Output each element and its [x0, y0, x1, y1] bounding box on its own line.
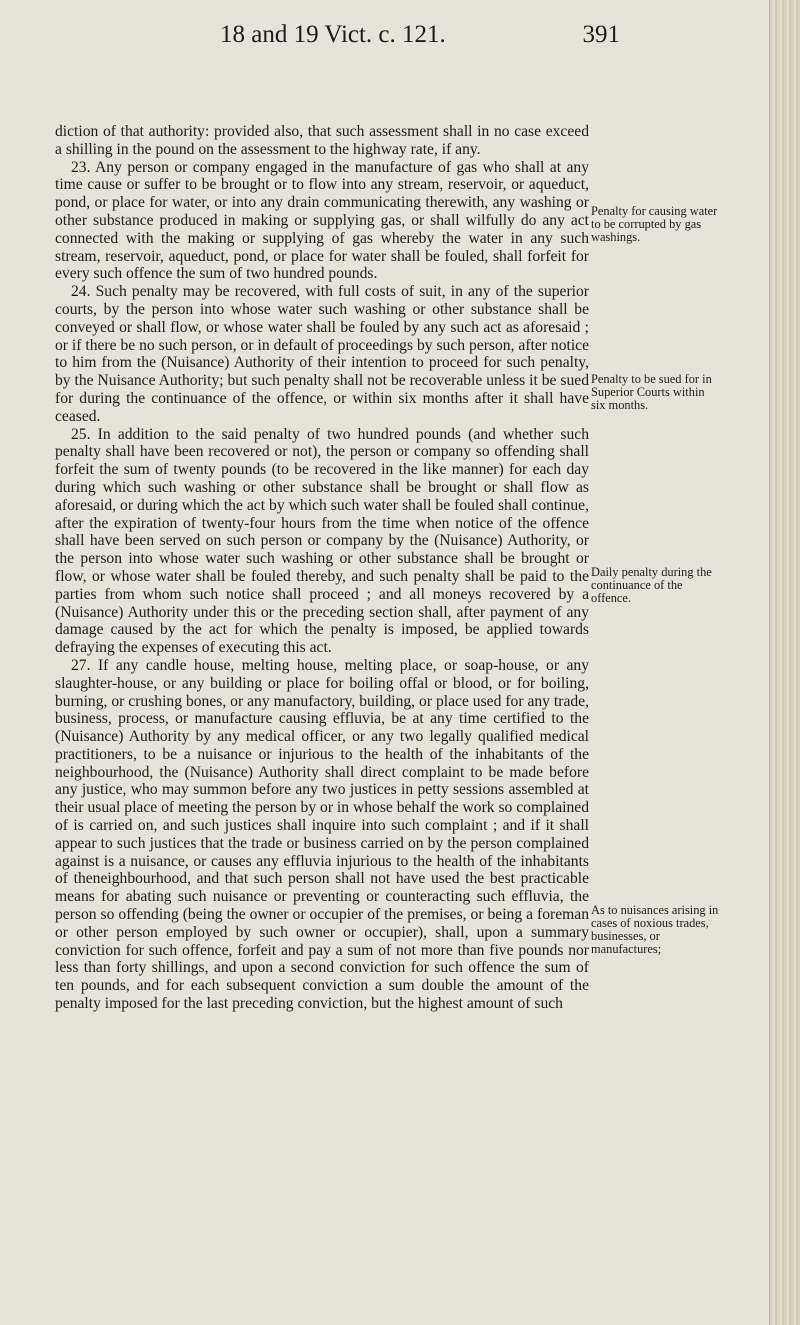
margin-note-daily-penalty: Daily penalty during the continuance of the offence.	[591, 565, 712, 605]
section-24: 24. Such penalty may be recovered, with full costs of suit, in any of the superior courts, by the person into whose water such washing or other substance shall be conveyed or shall flow, or whose water shall be fouled by any such act as aforesaid ; or if there be no such person, or in default of proceedings by such person, after notice to him from the (Nuisance) Authority of their intention to proceed for such penalty, by the Nuisance Authority; but such penalty shall not be recoverable unless it be sued for during the continuance of the offence, or within six months after it shall have ceased.	[55, 283, 589, 425]
running-header	[220, 20, 620, 50]
section-25: 25. In addition to the said penalty of two hundred pounds (and whether such penalty shall have been recovered or not), the person or company so offending shall forfeit the sum of twenty pounds (to be recovered in the like manner) for each day during which such washing or other substance shall be brought or shall flow as aforesaid, or during which the act by which such water shall be fouled shall continue, after the expiration of twenty-four hours from the time when notice of the offence shall have been served on such person or company by the (Nuisance) Authority, or the person into whose water such washing or other substance shall be brought or flow, or whose water shall be fouled thereby, and such penalty shall be paid to the parties from whom such notice shall proceed ; and all moneys recovered by a (Nuisance) Authority under this or the preceding section shall, after payment of any damage caused by the act for which the penalty is imposed, be applied towards defraying the expenses of executing this act.	[55, 425, 589, 657]
page-number: 391	[582, 21, 620, 48]
main-text	[55, 123, 589, 1013]
running-title: 18 and 19 Vict. c. 121.	[220, 21, 446, 48]
paragraph-continued: diction of that authority: provided also, that such assessment shall in no case exceed a shilling in the pound on the assessment to the highway rate, if any.	[55, 123, 589, 158]
section-27: 27. If any candle house, melting house, melting place, or soap-house, or any slaughter-house, or any building or place for boiling offal or blood, or for boiling, burning, or crushing bones, or any manufactory, building, or place used for any trade, business, process, or manufacture causing effluvia, be at any time certified to the (Nuisance) Authority by any medical officer, or any two legally qualified medical practitioners, to be a nuisance or injurious to the health of the inhabitants of the neighbourhood, the (Nuisance) Authority shall direct complaint to be made before any justice, who may summon before any two justices in petty sessions assembled at their usual place of meeting the person by or in whose behalf the work so complained of is carried on, and such justices shall inquire into such complaint ; and if it shall appear to such justices that the trade or business carried on by the person complained against is a nuisance, or causes any effluvia injurious to the health of the inhabitants of theneighbourhood, and that such person shall not have used the best practicable means for abating such nuisance or preventing or counteracting such effluvia, the person so offending (being the owner or occupier of the premises, or being a foreman or other person employed by such owner or occupier), shall, upon a summary conviction for such offence, forfeit and pay a sum of not more than five pounds nor less than forty shillings, and upon a second conviction for such offence the sum of ten pounds, and for each subsequent conviction a sum double the amount of the penalty imposed for the last preceding conviction, but the highest amount of such	[55, 656, 589, 1013]
section-23: 23. Any person or company engaged in the manufacture of gas who shall at any time cause or suffer to be brought or to flow into any stream, reservoir, or aqueduct, pond, or place for water, or into any drain communicating therewith, any washing or other substance produced in making or supplying gas, or shall wilfully do any act connected with the making or supplying of gas whereby the water in any such stream, reservoir, aqueduct, pond, or place for water shall be fouled, shall forfeit for every such offence the sum of two hundred pounds.	[55, 158, 589, 283]
margin-note-penalty-gas: Penalty for causing water to be corrupted by gas washings.	[591, 204, 718, 244]
page-edge	[769, 0, 800, 1325]
margin-note-nuisances: As to nuisances arising in cases of noxious trades, businesses, or manufactures;	[591, 903, 719, 956]
margin-note-superior-courts: Penalty to be sued for in Superior Courts within six months.	[591, 372, 712, 412]
